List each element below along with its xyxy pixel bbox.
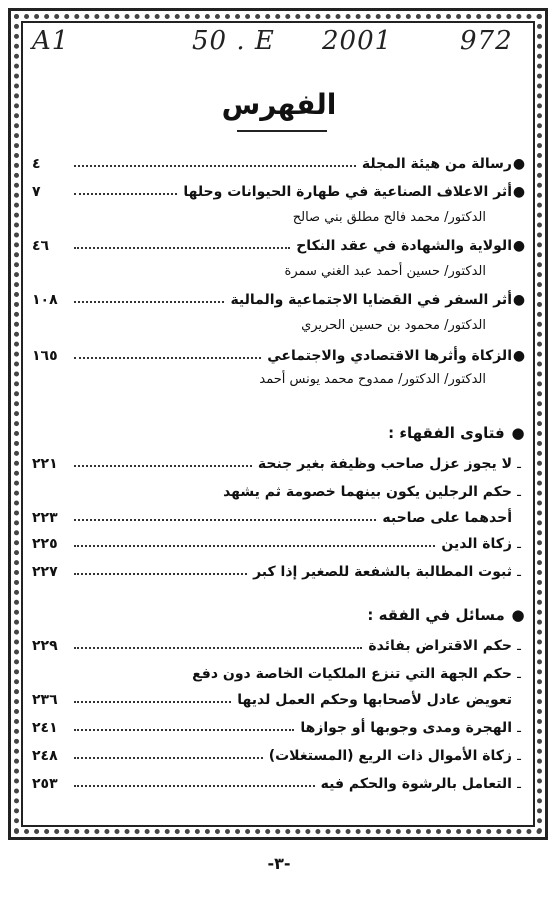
page-title: الفهرس — [221, 88, 337, 121]
dot-leader — [74, 647, 362, 649]
entry-author: الدكتور/ الدكتور/ ممدوح محمد يونس أحمد — [259, 372, 486, 387]
toc-entry[interactable] — [32, 232, 526, 254]
dot-leader — [74, 785, 315, 787]
dot-leader — [74, 193, 177, 195]
dot-leader — [74, 247, 290, 249]
handwritten-year: 2001 — [322, 26, 393, 56]
toc-subentry[interactable] — [32, 530, 526, 552]
entry-title: زكاة الأموال ذات الريع (المستغلات) — [268, 748, 512, 764]
entry-page: ٢٤١ — [32, 720, 58, 736]
section-title: مسائل في الفقه : — [367, 606, 505, 624]
bullet-icon: ● — [512, 184, 526, 200]
dash-icon: ـ — [517, 537, 521, 552]
bullet-icon: ● — [512, 348, 526, 364]
dash-icon: ـ — [517, 667, 521, 682]
page-number: -٣- — [267, 854, 291, 873]
entry-author: الدكتور/ محمد فالح مطلق بني صالح — [292, 210, 486, 225]
dot-leader — [74, 519, 376, 521]
dash-icon: ـ — [517, 721, 521, 736]
entry-page: ١٠٨ — [32, 292, 58, 308]
entry-page: ٢٢٩ — [32, 638, 58, 654]
dash-icon: ـ — [517, 777, 521, 792]
bullet-icon: ● — [511, 424, 525, 442]
toc-entry[interactable] — [32, 286, 526, 308]
toc-entry[interactable] — [32, 342, 526, 364]
entry-title: لا يجوز عزل صاحب وظيفة بغير جنحة — [257, 456, 512, 472]
entry-title: حكم الجهة التي تنزع الملكيات الخاصة دون دفع — [192, 666, 512, 682]
toc-subentry[interactable] — [32, 742, 526, 764]
dot-leader — [74, 465, 252, 467]
dot-leader — [74, 729, 294, 731]
entry-page: ٢٢٣ — [32, 510, 58, 526]
entry-title: التعامل بالرشوة والحكم فيه — [320, 776, 512, 792]
bullet-icon: ● — [511, 606, 525, 624]
bullet-icon: ● — [512, 238, 526, 254]
entry-page: ٢٥٣ — [32, 776, 58, 792]
entry-page: ٤ — [32, 156, 41, 172]
section-heading-masail — [32, 606, 526, 624]
dash-icon: ـ — [517, 639, 521, 654]
entry-title: أثر السفر في القضايا الاجتماعية والمالية — [230, 292, 512, 308]
handwritten-code-right: 972 — [460, 26, 513, 56]
toc-subentry-continuation[interactable] — [32, 686, 526, 708]
title-underline — [237, 130, 327, 132]
dot-leader — [74, 301, 224, 303]
entry-title: أحدهما على صاحبه — [382, 510, 512, 526]
toc-subentry[interactable] — [32, 714, 526, 736]
section-title: فتاوى الفقهاء : — [388, 424, 505, 442]
dash-icon: ـ — [517, 565, 521, 580]
entry-title: حكم الرجلين يكون بينهما خصومة ثم يشهد — [223, 484, 512, 500]
entry-title: أثر الاعلاف الصناعية في طهارة الحيوانات وحلها — [183, 184, 512, 200]
toc-subentry[interactable] — [32, 478, 526, 500]
toc-subentry[interactable] — [32, 632, 526, 654]
toc-subentry[interactable] — [32, 770, 526, 792]
entry-author: الدكتور/ حسين أحمد عبد الغني سمرة — [284, 264, 486, 279]
dash-icon: ـ — [517, 749, 521, 764]
handwritten-code-center: 50 . E — [192, 26, 275, 56]
dot-leader — [74, 165, 356, 167]
entry-page: ٤٦ — [32, 238, 50, 254]
entry-page: ٢٢٧ — [32, 564, 58, 580]
bullet-icon: ● — [512, 156, 526, 172]
dot-leader — [74, 701, 231, 703]
toc-subentry-continuation[interactable] — [32, 504, 526, 526]
section-heading-fatawa — [32, 424, 526, 442]
dash-icon: ـ — [517, 457, 521, 472]
bullet-icon: ● — [512, 292, 526, 308]
toc-subentry[interactable] — [32, 558, 526, 580]
entry-page: ٢٤٨ — [32, 748, 58, 764]
entry-page: ٢٢٥ — [32, 536, 58, 552]
toc-entry[interactable] — [32, 178, 526, 200]
entry-title: حكم الاقتراض بفائدة — [368, 638, 512, 654]
dot-leader — [74, 757, 263, 759]
entry-page: ٢٣٦ — [32, 692, 58, 708]
toc-subentry[interactable] — [32, 660, 526, 682]
dash-icon: ـ — [517, 485, 521, 500]
page-content — [32, 26, 526, 816]
handwritten-code-left: A1 — [32, 26, 70, 56]
entry-page: ١٦٥ — [32, 348, 58, 364]
entry-title: زكاة الدين — [441, 536, 512, 552]
dot-leader — [74, 573, 247, 575]
entry-title: ثبوت المطالبة بالشفعة للصغير إذا كبر — [253, 564, 512, 580]
entry-author: الدكتور/ محمود بن حسين الحريري — [301, 318, 486, 333]
dot-leader — [74, 545, 435, 547]
entry-title: رسالة من هيئة المجلة — [361, 156, 512, 172]
entry-page: ٧ — [32, 184, 41, 200]
entry-title: الهجرة ومدى وجوبها أو جوازها — [300, 720, 512, 736]
dot-leader — [74, 357, 261, 359]
toc-subentry[interactable] — [32, 450, 526, 472]
toc-entry[interactable] — [32, 150, 526, 172]
entry-title: الولاية والشهادة في عقد النكاح — [296, 238, 512, 254]
entry-title: تعويض عادل لأصحابها وحكم العمل لديها — [237, 692, 512, 708]
entry-title: الزكاة وأثرها الاقتصادي والاجتماعي — [267, 348, 512, 364]
entry-page: ٢٢١ — [32, 456, 58, 472]
